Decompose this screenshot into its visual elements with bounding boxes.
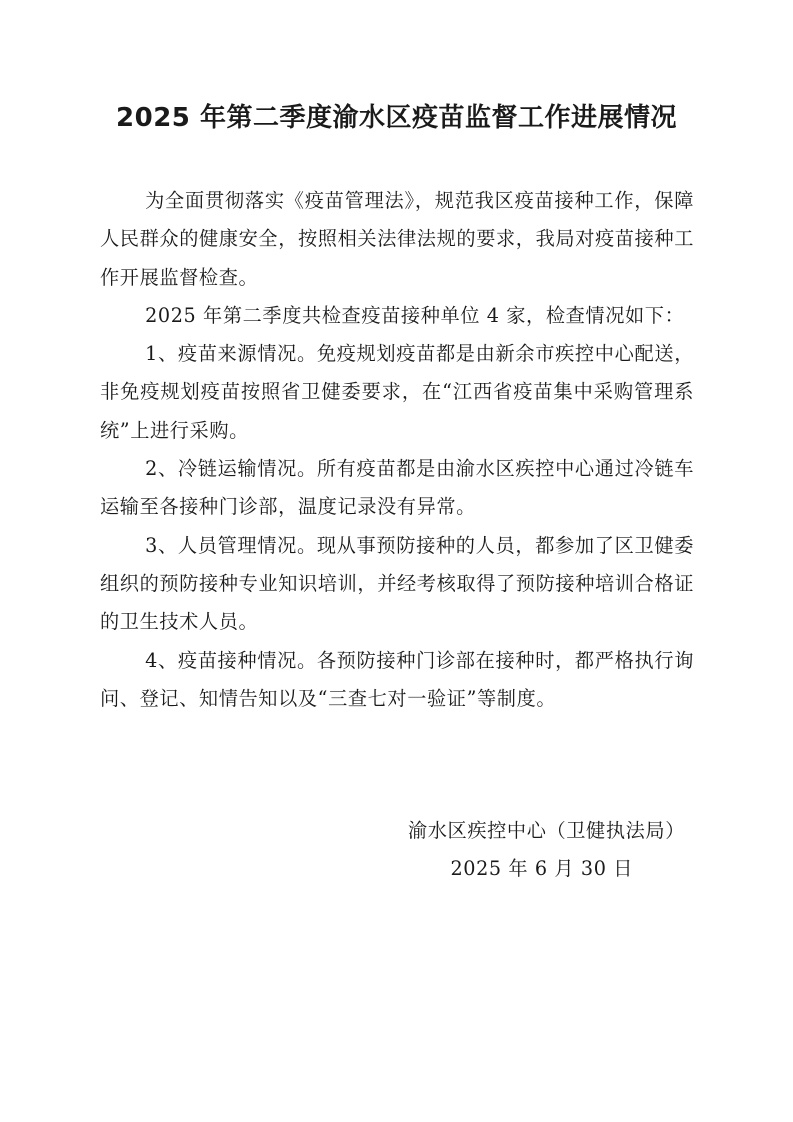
document-body	[100, 182, 694, 718]
paragraph-cold-chain: 2、冷链运输情况。所有疫苗都是由渝水区疾控中心通过冷链车运输至各接种门诊部，温度记录没有异常。	[100, 457, 694, 519]
issuer-signature: 渝水区疾控中心（卫健执法局）	[407, 819, 685, 842]
issue-date: 2025 年 6 月 30 日	[450, 857, 633, 880]
paragraph-personnel: 3、人员管理情况。现从事预防接种的人员，都参加了区卫健委组织的预防接种专业知识培训，并经考核取得了预防接种培训合格证的卫生技术人员。	[100, 533, 694, 634]
document-title: 2025 年第二季度渝水区疫苗监督工作进展情况	[116, 103, 677, 133]
paragraph-vaccination: 4、疫苗接种情况。各预防接种门诊部在接种时，都严格执行询问、登记、知情告知以及“三查七对一验证”等制度。	[100, 648, 694, 710]
paragraph-summary: 2025 年第二季度共检查疫苗接种单位 4 家，检查情况如下：	[145, 303, 685, 327]
paragraph-intro: 为全面贯彻落实《疫苗管理法》，规范我区疫苗接种工作，保障人民群众的健康安全，按照相关法律法规的要求，我局对疫苗接种工作开展监督检查。	[100, 189, 694, 289]
paragraph-vaccine-source: 1、疫苗来源情况。免疫规划疫苗都是由新余市疾控中心配送，非免疫规划疫苗按照省卫健委要求，在“江西省疫苗集中采购管理系统”上进行采购。	[100, 342, 694, 442]
